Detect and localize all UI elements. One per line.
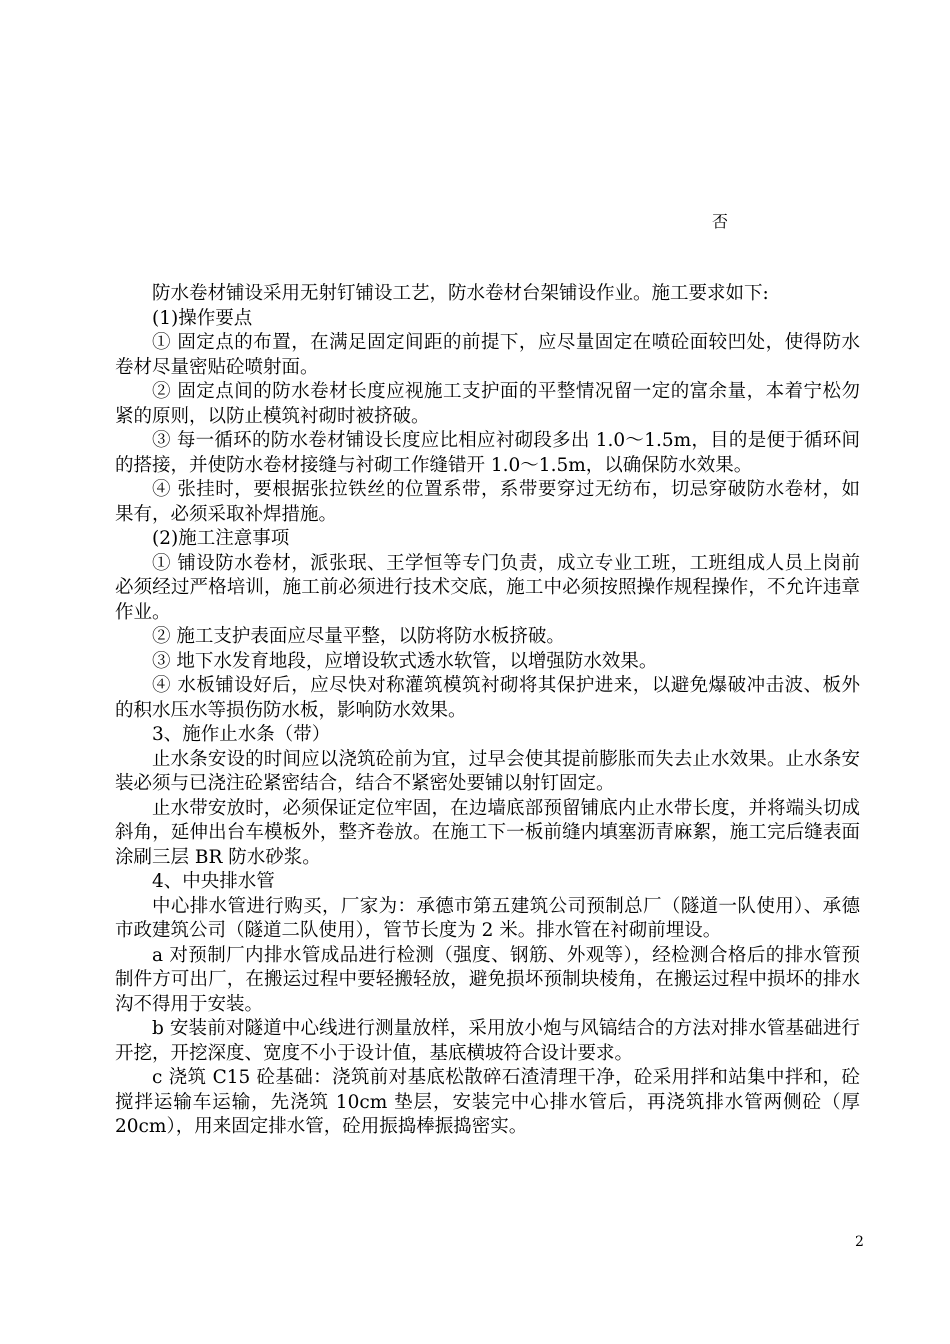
- list-item: c 浇筑 C15 砼基础：浇筑前对基底松散碎石渣清理干净，砼采用拌和站集中拌和，砼搅拌运输车运输，先浇筑 10cm 垫层，安装完中心排水管后，再浇筑排水管两侧砼（厚 20cm），用来固定排水管，砼用振捣棒振捣密实。: [115, 1067, 860, 1137]
- paragraph-intro: 防水卷材铺设采用无射钉铺设工艺，防水卷材台架铺设作业。施工要求如下:: [152, 283, 769, 304]
- heading-waterstop: 3、施作止水条（带）: [152, 724, 331, 745]
- page-number: 2: [855, 1234, 864, 1250]
- heading-precautions: (2)施工注意事项: [152, 528, 290, 549]
- list-item: ② 固定点间的防水卷材长度应视施工支护面的平整情况留一定的富余量，本着宁松勿紧的原则，以防止模筑衬砌时被挤破。: [115, 381, 860, 427]
- document-body: [115, 282, 860, 1140]
- heading-central-drain: 4、中央排水管: [152, 871, 275, 892]
- header-mark: 否: [712, 212, 729, 231]
- list-item: ② 施工支护表面应尽量平整，以防将防水板挤破。: [152, 626, 565, 647]
- list-item: ① 铺设防水卷材，派张珉、王学恒等专门负责，成立专业工班，工班组成人员上岗前必须经过严格培训，施工前必须进行技术交底，施工中必须按照操作规程操作，不允许违章作业。: [115, 552, 860, 623]
- heading-operation-points: (1)操作要点: [152, 307, 253, 329]
- paragraph: 中心排水管进行购买，厂家为：承德市第五建筑公司预制总厂（隧道一队使用）、承德市政建筑公司（隧道二队使用），管节长度为 2 米。排水管在衬砌前埋设。: [115, 895, 860, 941]
- list-item: b 安装前对隧道中心线进行测量放样，采用放小炮与风镐结合的方法对排水管基础进行开挖，开挖深度、宽度不小于设计值，基底横坡符合设计要求。: [115, 1018, 860, 1064]
- paragraph: 止水带安放时，必须保证定位牢固，在边墙底部预留铺底内止水带长度，并将端头切成斜角，延伸出台车模板外，整齐卷放。在施工下一板前缝内填塞沥青麻絮，施工完后缝表面涂刷三层 BR 防水砂浆。: [115, 797, 860, 868]
- list-item: a 对预制厂内排水管成品进行检测（强度、钢筋、外观等），经检测合格后的排水管预制件方可出厂，在搬运过程中要轻搬轻放，避免损坏预制块棱角，在搬运过程中损坏的排水沟不得用于安装。: [115, 944, 860, 1015]
- list-item: ③ 每一循环的防水卷材铺设长度应比相应衬砌段多出 1.0～1.5m，目的是便于循环间的搭接，并使防水卷材接缝与衬砌工作缝错开 1.0～1.5m，以确保防水效果。: [115, 430, 860, 476]
- list-item: ① 固定点的布置，在满足固定间距的前提下，应尽量固定在喷砼面较凹处，使得防水卷材尽量密贴砼喷射面。: [115, 332, 860, 378]
- paragraph: 止水条安设的时间应以浇筑砼前为宜，过早会使其提前膨胀而失去止水效果。止水条安装必须与已浇注砼紧密结合，结合不紧密处要铺以射钉固定。: [115, 748, 860, 794]
- list-item: ③ 地下水发育地段，应增设软式透水软管，以增强防水效果。: [152, 650, 658, 672]
- list-item: ④ 水板铺设好后，应尽快对称灌筑模筑衬砌将其保护进来，以避免爆破冲击波、板外的积水压水等损伤防水板，影响防水效果。: [115, 675, 860, 721]
- list-item: ④ 张挂时，要根据张拉铁丝的位置系带，系带要穿过无纺布，切忌穿破防水卷材，如果有，必须采取补焊措施。: [115, 479, 860, 525]
